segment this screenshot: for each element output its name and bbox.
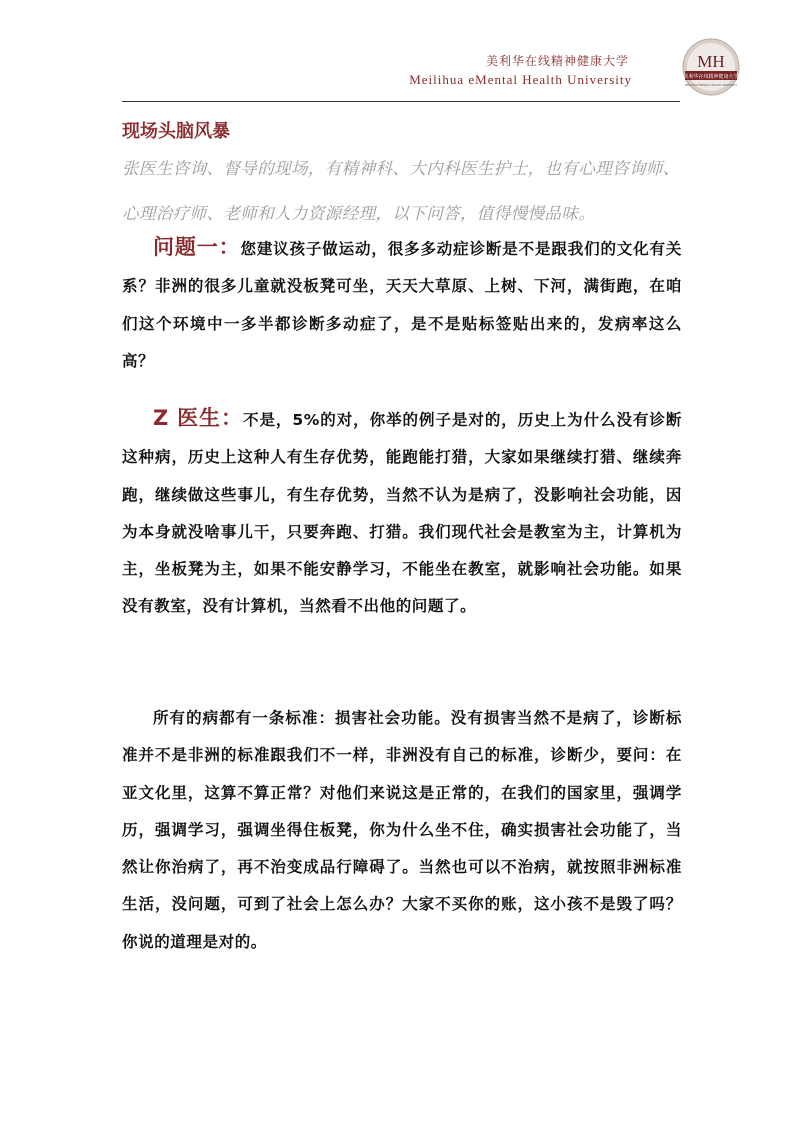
answer-text: 不是，5%的对，你举的例子是对的，历史上为什么没有诊断这种病，历史上这种人有生存优势，能跑能打猎，大家如果继续打猎、继续奔跑，继续做这些事儿，有生存优势，当然不认为是病了，没影响社会功能，因为本身就没啥事儿干，只要奔跑、打猎。我们现代社会是教室为主，计算机为主，坐板凳为主，如果不能安静学习，不能坐在教室，就影响社会功能。如果没有教室，没有计算机，当然看不出他的问题了。 xyxy=(122,411,682,616)
logo-ribbon-text: 美利华在线精神健康大学 xyxy=(683,74,739,80)
university-logo xyxy=(682,38,740,96)
section-title: 现场头脑风暴 xyxy=(122,121,230,142)
header-university-en: Meilihua eMental Health University xyxy=(409,72,632,87)
logo-sub-text: MEILIHUA EMENTAL HEALTH UNIVERSITY xyxy=(684,84,738,87)
body-paragraph: 所有的病都有一条标准：损害社会功能。没有损害当然不是病了，诊断标准并不是非洲的标准跟我们不一样，非洲没有自己的标准，诊断少，要问：在亚文化里，这算不算正常？对他们来说这是正常的，在我们的国家里，强调学历，强调学习，强调坐得住板凳，你为什么坐不住，确实损害社会功能了，当然让你治病了，再不治变成品行障碍了。当然也可以不治病，就按照非洲标准生活，没问题，可到了社会上怎么办？大家不买你的账，这小孩不是毁了吗？你说的道理是对的。 xyxy=(122,709,682,951)
answer-paragraph xyxy=(122,400,682,626)
question-paragraph xyxy=(122,229,682,380)
question-label: 问题一： xyxy=(153,235,241,259)
header-divider xyxy=(122,101,680,102)
question-text: 您建议孩子做运动，很多多动症诊断是不是跟我们的文化有关系？非洲的很多儿童就没板凳可坐，天天大草原、上树、下河，满街跑，在咱们这个环境中一多半都诊断多动症了，是不是贴标签贴出来的，发病率这么高？ xyxy=(122,240,682,370)
intro-paragraph: 张医生咨询、督导的现场，有精神科、大内科医生护士，也有心理咨询师、心理治疗师、老师和人力资源经理，以下问答，值得慢慢品味。 xyxy=(122,159,680,223)
logo-monogram: MH xyxy=(697,52,725,71)
answer-label: Z 医生： xyxy=(153,406,243,430)
header-university-cn: 美利华在线精神健康大学 xyxy=(485,54,629,68)
